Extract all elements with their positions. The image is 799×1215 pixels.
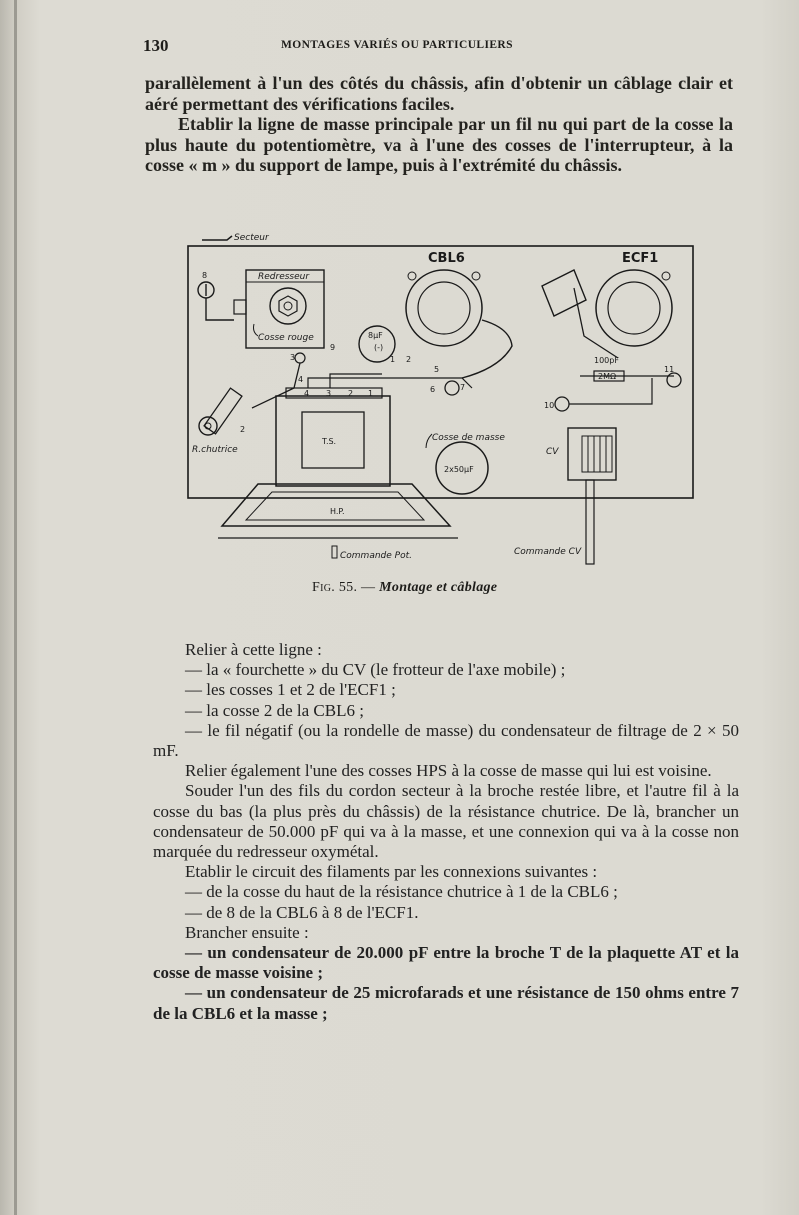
body-paragraph: — la « fourchette » du CV (le frotteur de l'axe mobile) ;	[185, 660, 566, 680]
pin-label: 8	[202, 271, 208, 280]
pin-label: 4	[298, 375, 304, 384]
r-chutrice-body	[204, 388, 242, 434]
label-cv: CV	[546, 447, 559, 457]
label-cbl6: CBL6	[428, 251, 465, 266]
redresseur-disk	[270, 288, 306, 324]
label-commande-cv: Commande CV	[514, 547, 582, 557]
label-r-chutrice: R.chutrice	[192, 445, 238, 455]
pin-label: 6	[430, 385, 436, 394]
label-8uf: 8µF	[368, 331, 383, 340]
label-redresseur: Redresseur	[258, 272, 310, 282]
label-hp: H.P.	[330, 507, 345, 516]
body-paragraph: — un condensateur de 25 microfarads et une résistance de 150 ohms entre 7 de la CBL6 et la masse ;	[153, 983, 739, 1023]
binding-gutter	[14, 0, 17, 1215]
body-paragraph: — la cosse 2 de la CBL6 ;	[185, 700, 364, 720]
label-2mohm: 2MΩ	[598, 372, 617, 381]
pin-label: 7	[460, 383, 466, 392]
body-paragraph: — de la cosse du haut de la résistance chutrice à 1 de la CBL6 ;	[185, 882, 618, 902]
label-100pf: 100pF	[594, 356, 619, 365]
pin-label: 5	[434, 365, 440, 374]
body-paragraph: — de 8 de la CBL6 à 8 de l'ECF1.	[185, 902, 419, 922]
label-ecf1: ECF1	[622, 251, 659, 266]
body-paragraph: Souder l'un des fils du cordon secteur à la broche restée libre, et l'autre fil à la cosse du bas (la plus près du châssis) de la résistance chutrice. De là, brancher un condensateur de 50.000 pF qui va à la masse, et une connexion qui va à la cosse non marquée du redresseur oxymétal.	[153, 781, 739, 862]
ecf1-shield	[542, 270, 586, 316]
pin-label: 9	[330, 343, 336, 352]
caption-title: Montage et câblage	[379, 580, 498, 595]
pin-label: 10	[544, 401, 555, 410]
pin-label: 2	[348, 389, 354, 398]
cv-shaft	[586, 480, 594, 564]
secteur-cord	[202, 236, 232, 240]
paragraph-masse: Etablir la ligne de masse principale par un fil nu qui part de la cosse la plus haute du potentiomètre, va à l'une des cosses de l'interrupteur, à la cosse « m » du support de lampe, puis à l'extrémité du châssis.	[145, 114, 733, 175]
body-paragraph: — les cosses 1 et 2 de l'ECF1 ;	[185, 680, 396, 700]
cbl6-socket	[406, 270, 482, 346]
pin-label: 3	[290, 353, 296, 362]
body-paragraph: Relier également l'une des cosses HPS à la cosse de masse qui lui est voisine.	[185, 761, 712, 781]
body-paragraph: Etablir le circuit des filaments par les connexions suivantes :	[185, 862, 598, 882]
pin-label: 1	[390, 355, 396, 364]
running-title: MONTAGES VARIÉS OU PARTICULIERS	[281, 39, 513, 51]
paragraph-continuation: parallèlement à l'un des côtés du châssis, afin d'obtenir un câblage clair et aéré permettant des vérifications faciles.	[145, 73, 733, 114]
body-paragraph: Brancher ensuite :	[185, 922, 309, 942]
wiring-diagram	[182, 228, 702, 573]
label-cosse-de-masse: Cosse de masse	[432, 433, 505, 443]
chassis-outline	[188, 246, 693, 498]
pin-label: 2	[240, 425, 246, 434]
label-cosse-rouge: Cosse rouge	[258, 333, 314, 343]
label-cap-minus: (-)	[374, 343, 384, 352]
label-secteur: Secteur	[234, 233, 269, 243]
body-text	[153, 640, 739, 1024]
label-ts: T.S.	[322, 437, 337, 446]
body-paragraph: — le fil négatif (ou la rondelle de masse) du condensateur de filtrage de 2 × 50 mF.	[153, 720, 739, 761]
label-commande-pot: Commande Pot.	[340, 551, 412, 561]
pin-label: 3	[326, 389, 332, 398]
figure-caption	[312, 580, 497, 596]
caption-number: Fig. 55. —	[312, 580, 376, 595]
pin-label: 11	[664, 365, 675, 374]
pin-label: 2	[406, 355, 412, 364]
pin-label: 4	[304, 389, 310, 398]
wiring-diagram-svg	[182, 228, 702, 573]
page-header	[143, 36, 603, 56]
label-2x50uf: 2x50µF	[444, 465, 474, 474]
page-number: 130	[143, 36, 169, 55]
pin-label: 1	[368, 389, 374, 398]
body-paragraph: — un condensateur de 20.000 pF entre la broche T de la plaquette AT et la cosse de masse voisine ;	[153, 943, 739, 983]
body-paragraph: Relier à cette ligne :	[185, 640, 322, 659]
